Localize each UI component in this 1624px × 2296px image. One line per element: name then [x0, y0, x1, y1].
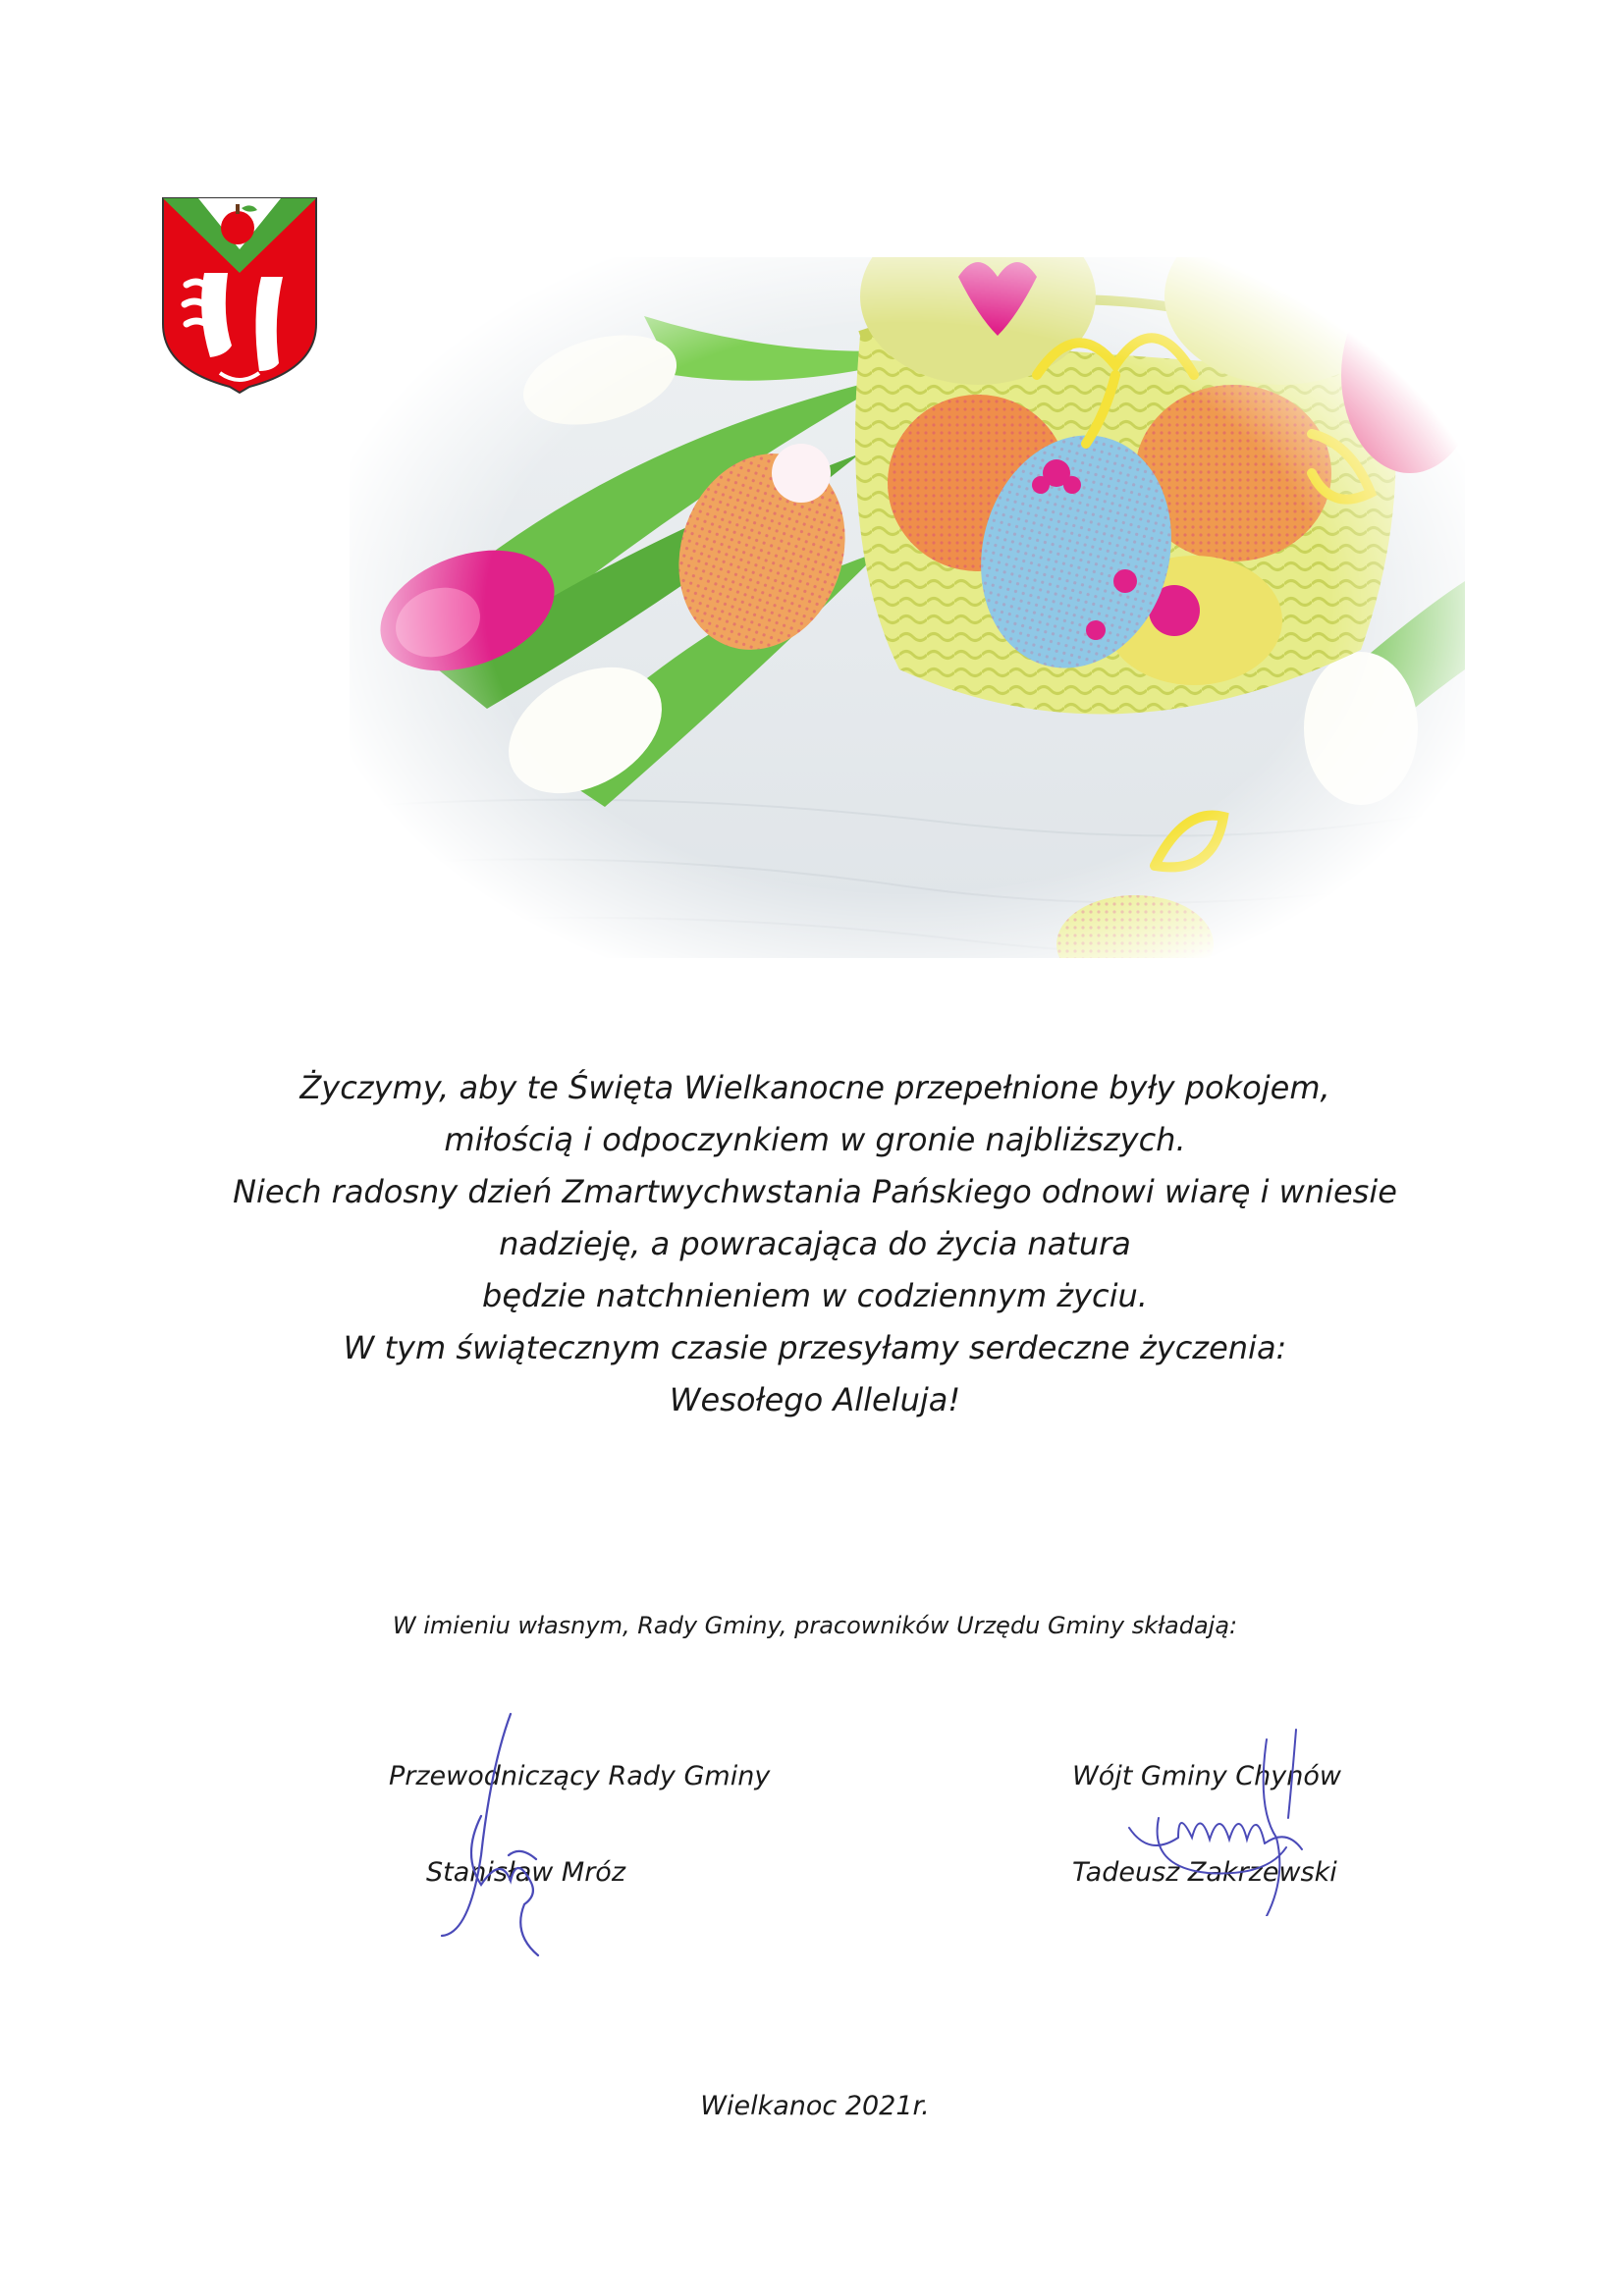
left-signatory-role: Przewodniczący Rady Gminy	[389, 1761, 771, 1791]
wishes-line: będzie natchnieniem w codziennym życiu.	[482, 1277, 1148, 1314]
intro-text: W imieniu własnym, Rady Gminy, pracowników Urzędu Gminy składają:	[392, 1612, 1238, 1639]
coat-of-arms-icon	[159, 194, 320, 395]
wishes-line: Niech radosny dzień Zmartwychwstania Pańskiego odnowi wiarę i wniesie	[233, 1173, 1397, 1210]
wishes-line: miłością i odpoczynkiem w gronie najbliższych.	[444, 1121, 1186, 1158]
wishes-line: Życzymy, aby te Święta Wielkanocne przepełnione były pokojem,	[299, 1069, 1330, 1106]
left-signature-icon	[422, 1708, 569, 1963]
wishes-text	[177, 1062, 1453, 1426]
left-signatory-name: Stanisław Mróz	[426, 1857, 626, 1888]
coat-of-arms	[159, 194, 320, 395]
footer-date: Wielkanoc 2021r.	[700, 2091, 930, 2121]
easter-photo	[350, 257, 1465, 958]
right-signatory-name: Tadeusz Zakrzewski	[1072, 1857, 1337, 1888]
right-signatory-role: Wójt Gminy Chynów	[1072, 1761, 1341, 1791]
easter-basket-icon	[350, 257, 1465, 958]
wishes-line: nadzieję, a powracająca do życia natura	[499, 1225, 1131, 1262]
wishes-line: Wesołego Alleluja!	[669, 1381, 961, 1418]
wishes-line: W tym świątecznym czasie przesyłamy serdeczne życzenia:	[343, 1329, 1287, 1366]
